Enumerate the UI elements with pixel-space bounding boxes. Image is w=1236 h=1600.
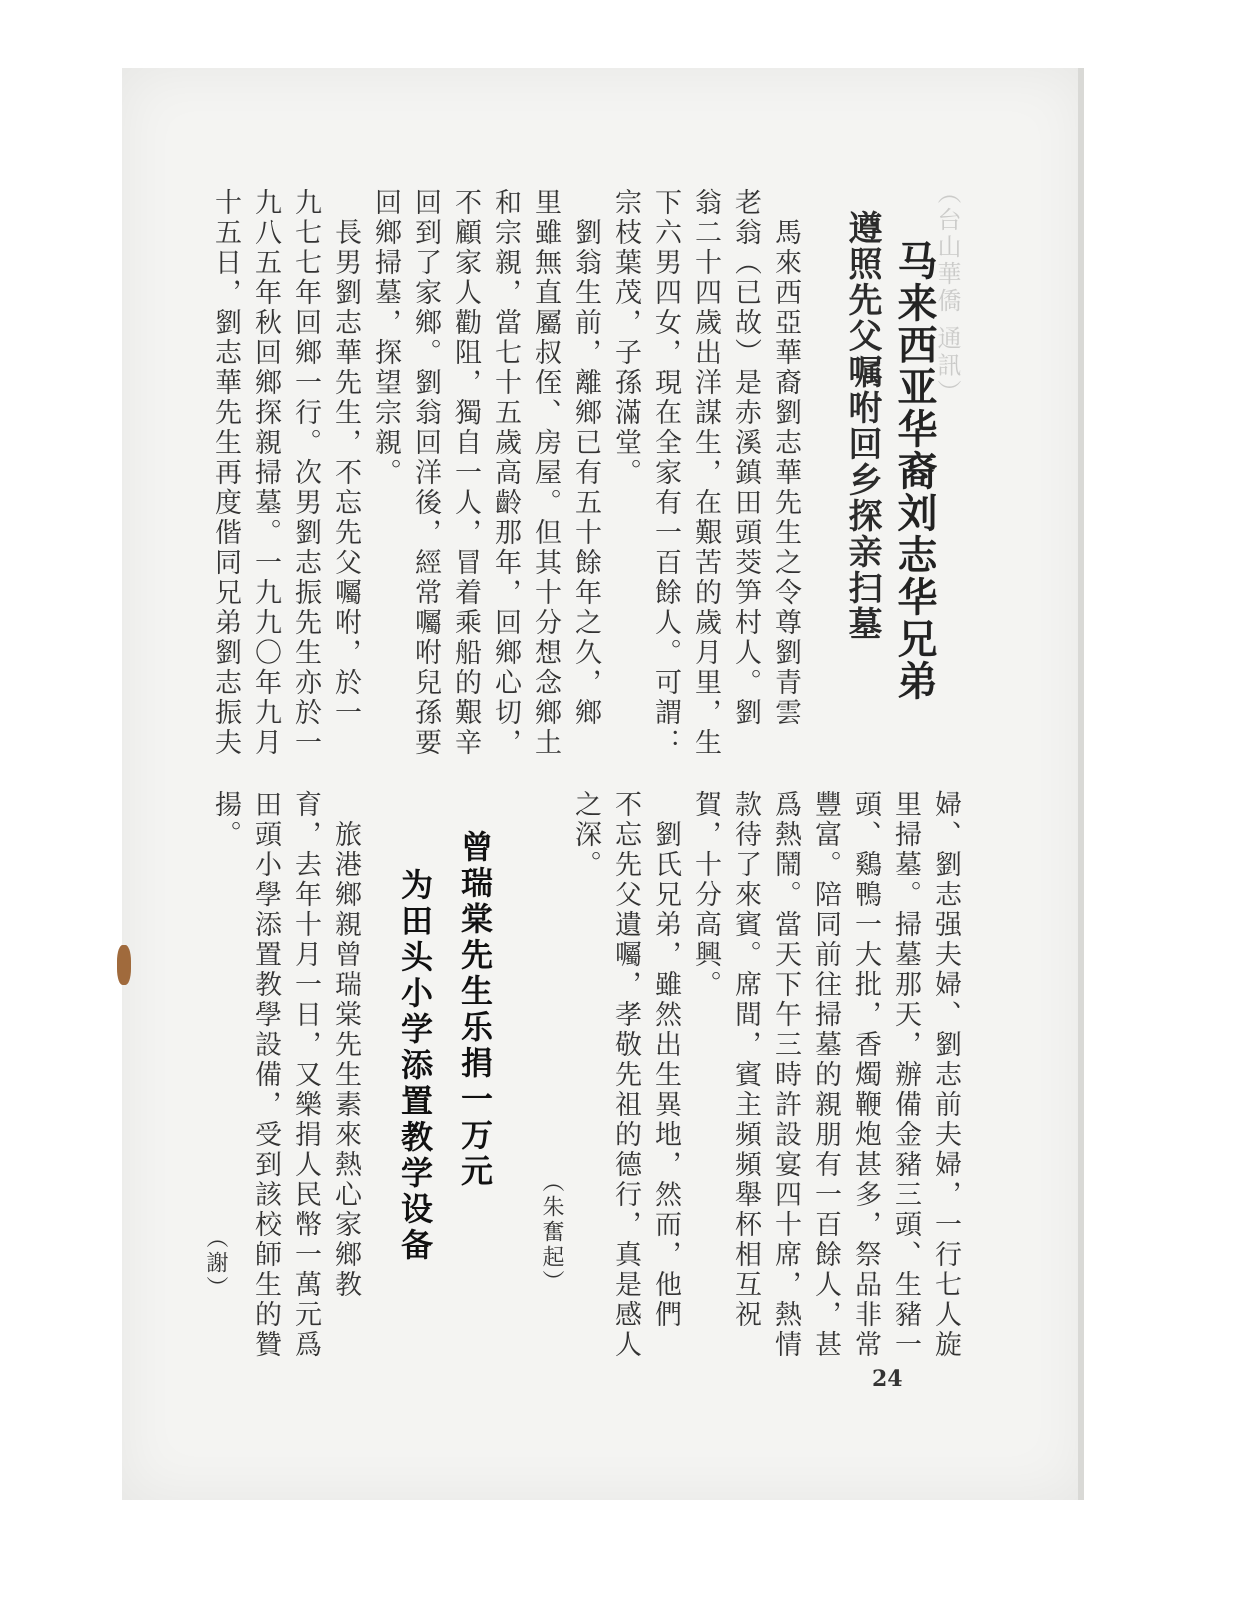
article1-col-1: 馬來西亞華裔劉志華先生之令尊劉青雲 [770,188,801,728]
article1-lower-col-2: 里掃墓。掃墓那天，辦備金豬三頭、生豬一 [890,790,921,1360]
article1-lower-col-10: 之深。 [570,790,601,880]
bleed-through-text: （台山華僑 通訊） [933,180,961,407]
article1-col-7: 里雖無直屬叔侄、房屋。但其十分想念鄉土 [530,188,561,758]
article1-col-9: 不顧家人勸阻，獨自一人，冒着乘船的艱辛 [450,188,481,758]
article1-col-15: 十五日，劉志華先生再度偕同兄弟劉志振夫 [210,188,241,758]
article1-col-8: 和宗親，當七十五歲高齡那年，回鄉心切， [490,188,521,758]
article1-col-3: 翁二十四歲出洋謀生，在艱苦的歲月里，生 [690,188,721,758]
article1-col-2: 老翁（已故）是赤溪鎮田頭茭笋村人。劉 [730,188,761,728]
article2-title: 曾瑞棠先生乐捐一万元 [456,830,494,1190]
article1-subtitle: 遵照先父嘱咐回乡探亲扫墓 [842,210,882,642]
article2-author: （謝） [203,1226,228,1301]
article1-col-13: 九七七年回鄉一行。次男劉志振先生亦於一 [290,188,321,758]
article1-lower-col-1: 婦、劉志强夫婦、劉志前夫婦，一行七人旋 [930,790,961,1360]
article1-title: 马来西亚华裔刘志华兄弟 [891,240,938,702]
article1-lower-col-3: 頭、鷄鴨一大批，香燭鞭炮甚多，祭品非常 [850,790,881,1360]
article2-col-1: 旅港鄉親曾瑞棠先生素來熱心家鄉教 [330,790,361,1300]
article2-col-3: 田頭小學添置教學設備，受到該校師生的贊 [250,790,281,1360]
article1-col-6: 劉翁生前，離鄉已有五十餘年之久，鄉 [570,188,601,728]
article1-col-12: 長男劉志華先生，不忘先父囑咐，於一 [330,188,361,728]
article2-col-2: 育，去年十月一日，又樂捐人民幣一萬元爲 [290,790,321,1360]
article1-lower-col-9: 不忘先父遺囑，孝敬先祖的德行，真是感人 [610,790,641,1360]
article1-col-11: 回鄉掃墓，探望宗親。 [370,188,401,488]
article2-subtitle: 为田头小学添置教学设备 [396,868,434,1264]
article1-col-4: 下六男四女，現在全家有一百餘人。可謂： [650,188,681,758]
article1-lower-col-5: 爲熱鬧。當天下午三時許設宴四十席，熱情 [770,790,801,1360]
page-edge [1078,68,1084,1500]
page-number: 24 [872,1366,903,1392]
article1-lower-col-4: 豐富。陪同前往掃墓的親朋有一百餘人，甚 [810,790,841,1360]
article1-col-14: 九八五年秋回鄉探親掃墓。一九九〇年九月 [250,188,281,758]
article1-lower-col-7: 賀，十分高興。 [690,790,721,1000]
article1-lower-col-6: 款待了來賓。席間，賓主頻頻舉杯相互祝 [730,790,761,1330]
article2-col-4: 揚。 [210,790,241,850]
paper-stain [117,945,131,985]
article1-lower-col-8: 劉氏兄弟，雖然出生異地，然而，他們 [650,790,681,1330]
article1-col-10: 回到了家鄉。劉翁回洋後，經常囑咐兒孫要 [410,188,441,758]
article1-author: （朱奮起） [539,1170,564,1295]
article1-col-5: 宗枝葉茂，子孫滿堂。 [610,188,641,488]
